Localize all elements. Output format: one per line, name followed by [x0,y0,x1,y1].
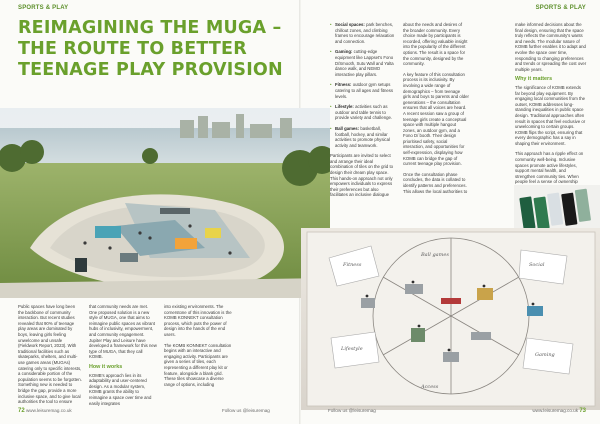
left-col-3 [164,304,232,392]
paragraph-konnekt: into existing environments. The cornerstone of this innovation is the KOMB KONNEKT consultation process, which puts the power of design into the hands of the end users. [164,304,232,337]
left-col-1 [18,304,82,410]
paragraph-broader-community: about the needs and desires of the broader community. Every choice made by participants is recorded, offering valuable insight into the popularity of the different options. The result is a space for the community, designed by the community. [403,22,468,67]
model-label: Access [421,384,439,390]
paragraph-informed-decisions: make informed decisions about the final design, ensuring that the space truly reflects the community's wants and needs. The modular nature of KOMB further enables it to adapt and evolve the space over time, responding to changing preferences and trends or spreading the cost over multiple years. [515,22,587,72]
footer-follow-right: Follow us @leisuremag [328,408,376,413]
bullet-column [330,22,396,203]
paragraph-consultation: The KOMB KONNEKT consultation begins with an interactive and engaging activity. Participants are given a series of tiles, each representing a different play kit or feature, alongside a blank grid. These tiles showcase a diverse range of options, including [164,342,232,387]
paragraph-significance: The significance of KOMB extends far beyond play equipment. By engaging local communities from the outset, KOMB addresses long-standing inequalities in public space design. Traditional approaches often result in spaces that feel exclusive or unwelcoming to certain groups. KOMB flips the script, ensuring that every demographic has a say in shaping their environment. [515,84,586,146]
left-col-2 [89,304,157,411]
paragraph-ripple-effect: This approach has a ripple effect on community well-being. Inclusive spaces promote active lifestyles, support mental health, and strengthen community ties. When people feel a sense of ownership [515,151,584,185]
footer-site-left: www.leisuremag.co.uk [25,408,72,413]
consultation-model-photo [301,228,600,410]
footer-follow-left: Follow us @leisuremag [222,408,270,413]
list-item: • Social spaces: park benches, chillout zones, and climbing frames to encourage relaxation and connection. [330,22,396,44]
park-rendering-image [0,108,330,298]
footer-left [18,408,72,414]
model-label: Lifestyle [341,346,363,352]
model-label: Gaming [535,352,555,358]
tile-options-list [330,22,396,148]
paragraph-consultation-concludes: Once the consultation phase concludes, the data is collated to identify patterns and preferences. This allows the local authorities to [403,171,468,194]
intro-paragraph: Public spaces have long been the backbone of community interaction. But recent studies revealed that 90% of teenage play areas are dominated by boys, leaving girls feeling unwelcome and unsafe (Fieldwork Report, 2023). With traditional facilities such as skateparks, shelters, and multi-use games areas (MUGAs) catering only to specific interests, a considerable portion of the population seems to be forgotten. Something new is needed to bridge the gap, provide a more inclusive space, and to give local authorities the tool to ensure [18,304,82,405]
page-number-right: 73 [579,408,586,414]
list-item: • Gaming: cutting-edge equipment like Lappset's Fono D/Smooth, Sutu Wall and Yalta dance walk, and NEMO interactive play pillars. [330,49,396,77]
footer-right [532,408,586,414]
list-item: • Fitness: outdoor gym setups catering to all ages and fitness levels. [330,82,396,99]
page-number-left: 72 [18,408,25,414]
subheading-how-it-works: How it works [89,363,123,370]
article-headline: REIMAGINING THE MUGA – THE ROUTE TO BETTER TEENAGE PLAY PROVISION [18,18,283,80]
paragraph-how-it-works: KOMB's approach lies in its adaptability and user-centered design. As a modular system, KOMB grants the ability to reimagine a space over time and easily integrates [89,372,152,406]
model-label: Ball games [421,252,449,258]
section-tag-left: SPORTS & PLAY [18,5,69,11]
paragraph-participants: Participants are invited to select and arrange their ideal combination of tiles on the grid to design their dream play space. This hands-on approach not only empowers individuals to express their preferences but also facilitates an inclusive dialogue [330,153,394,198]
list-item: • Ball games: basketball, football, hockey, and similar activities to promote physical activity and teamwork. [330,126,396,148]
model-label: Fitness [343,262,362,268]
middle-column [403,22,469,199]
paragraph-solution: that community needs are met. One proposed solution is a new style of MUGA, one that aims to reimagine public spaces as vibrant hubs of inclusivity, empowerment, and community engagement. Jupiter Play and Leisure have developed a framework for this new type of MUGA, that they call KOMB. [89,304,157,360]
paragraph-inclusivity: A key feature of this consultation process is its inclusivity. By involving a wide range of demographics – from teenage girls and boys to parents and older generations – the consultation ensures that all voices are heard. A recent session saw a group of teenage girls create a conceptual space with multiple hangout zones, an outdoor gym, and a Fono D/ booth. Their design prioritised safety, social interaction, and opportunities for self-expression, displaying how KOMB can bridge the gap of current teenage play provision. [403,71,469,167]
right-column [515,22,587,196]
footer-site-right: www.leisuremag.co.uk [532,408,579,413]
list-item: • Lifestyle: activities such as outdoor and table tennis to provide variety and challenge. [330,104,396,121]
section-tag-right: SPORTS & PLAY [535,5,586,11]
model-label: Social [529,262,545,268]
subheading-why-it-matters: Why it matters [515,76,553,83]
